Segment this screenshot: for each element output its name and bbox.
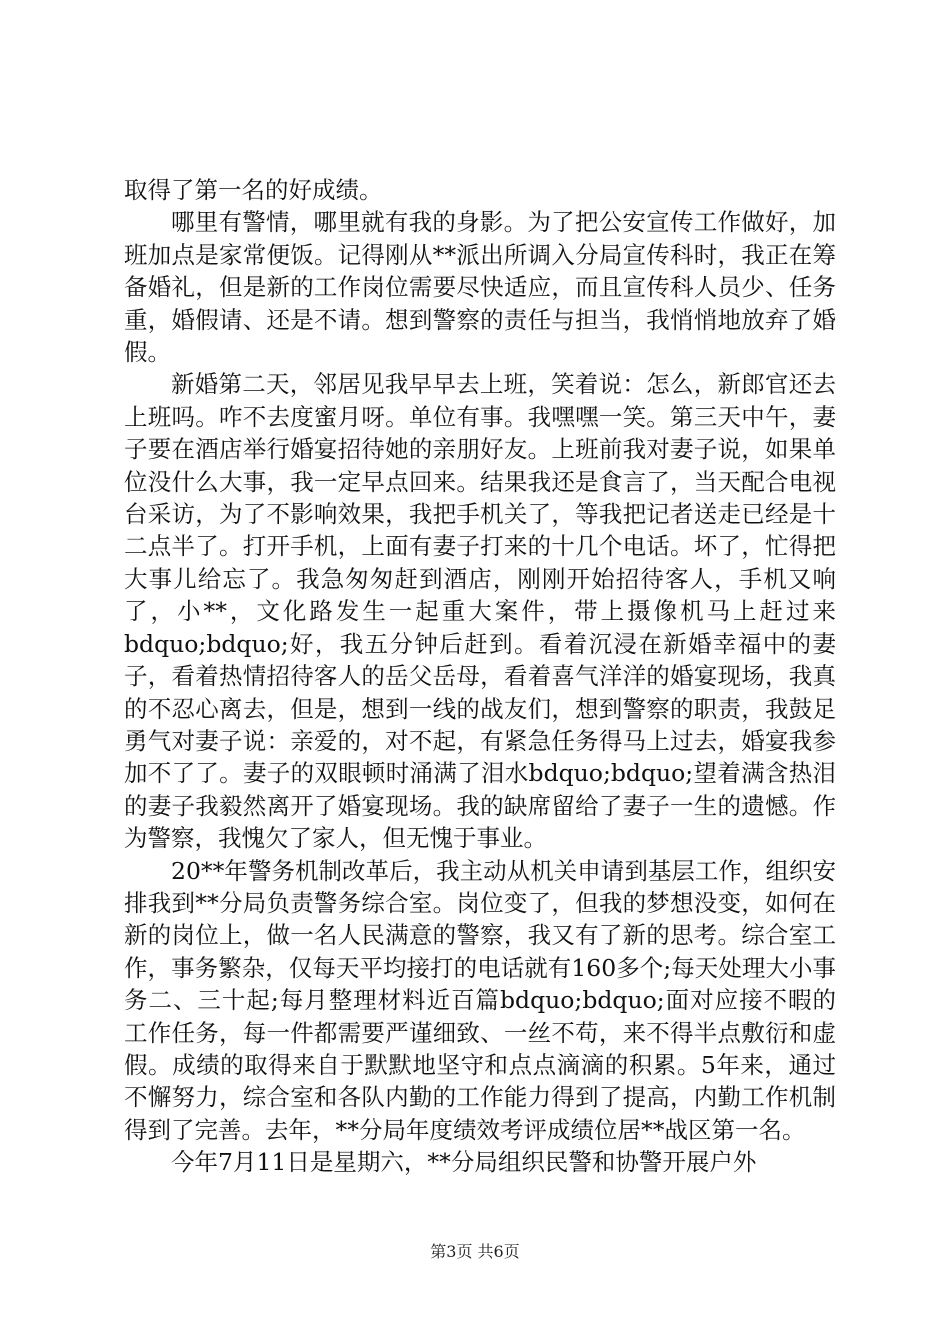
document-body [124, 174, 836, 1179]
page-number-footer: 第3页 共6页 [430, 1242, 520, 1261]
paragraph-3: 新婚第二天，邻居见我早早去上班，笑着说：怎么，新郎官还去上班吗。咋不去度蜜月呀。单位有事。我嘿嘿一笑。第三天中午，妻子要在酒店举行婚宴招待她的亲朋好友。上班前我对妻子说，如果单位没什么大事，我一定早点回来。结果我还是食言了，当天配合电视台采访，为了不影响效果，我把手机关了，等我把记者送走已经是十二点半了。打开手机，上面有妻子打来的十几个电话。坏了，忙得把大事儿给忘了。我急匆匆赶到酒店，刚刚开始招待客人，手机又响了，小**，文化路发生一起重大案件，带上摄像机马上赶过来bdquo;bdquo;好，我五分钟后赶到。看着沉浸在新婚幸福中的妻子，看着热情招待客人的岳父岳母，看着喜气洋洋的婚宴现场，我真的不忍心离去，但是，想到一线的战友们，想到警察的职责，我鼓足勇气对妻子说：亲爱的，对不起，有紧急任务得马上过去，婚宴我参加不了了。妻子的双眼顿时涌满了泪水bdquo;bdquo;望着满含热泪的妻子我毅然离开了婚宴现场。我的缺席留给了妻子一生的遗憾。作为警察，我愧欠了家人，但无愧于事业。 [124, 370, 836, 853]
paragraph-5: 今年7月11日是星期六，**分局组织民警和协警开展户外 [171, 1148, 757, 1177]
paragraph-2: 哪里有警情，哪里就有我的身影。为了把公安宣传工作做好，加班加点是家常便饭。记得刚从**派出所调入分局宣传科时，我正在筹备婚礼，但是新的工作岗位需要尽快适应，而且宣传科人员少、任务重，婚假请、还是不请。想到警察的责任与担当，我悄悄地放弃了婚假。 [124, 208, 836, 367]
paragraph-4: 20**年警务机制改革后，我主动从机关申请到基层工作，组织安排我到**分局负责警务综合室。岗位变了，但我的梦想没变，如何在新的岗位上，做一名人民满意的警察，我又有了新的思考。综合室工作，事务繁杂，仅每天平均接打的电话就有160多个;每天处理大小事务二、三十起;每月整理材料近百篇bdquo;bdquo;面对应接不暇的工作任务，每一件都需要严谨细致、一丝不苟，来不得半点敷衍和虚假。成绩的取得来自于默默地坚守和点点滴滴的积累。5年来，通过不懈努力，综合室和各队内勤的工作能力得到了提高，内勤工作机制得到了完善。去年，**分局年度绩效考评成绩位居**战区第一名。 [124, 856, 836, 1144]
paragraph-1: 取得了第一名的好成绩。 [124, 176, 383, 204]
